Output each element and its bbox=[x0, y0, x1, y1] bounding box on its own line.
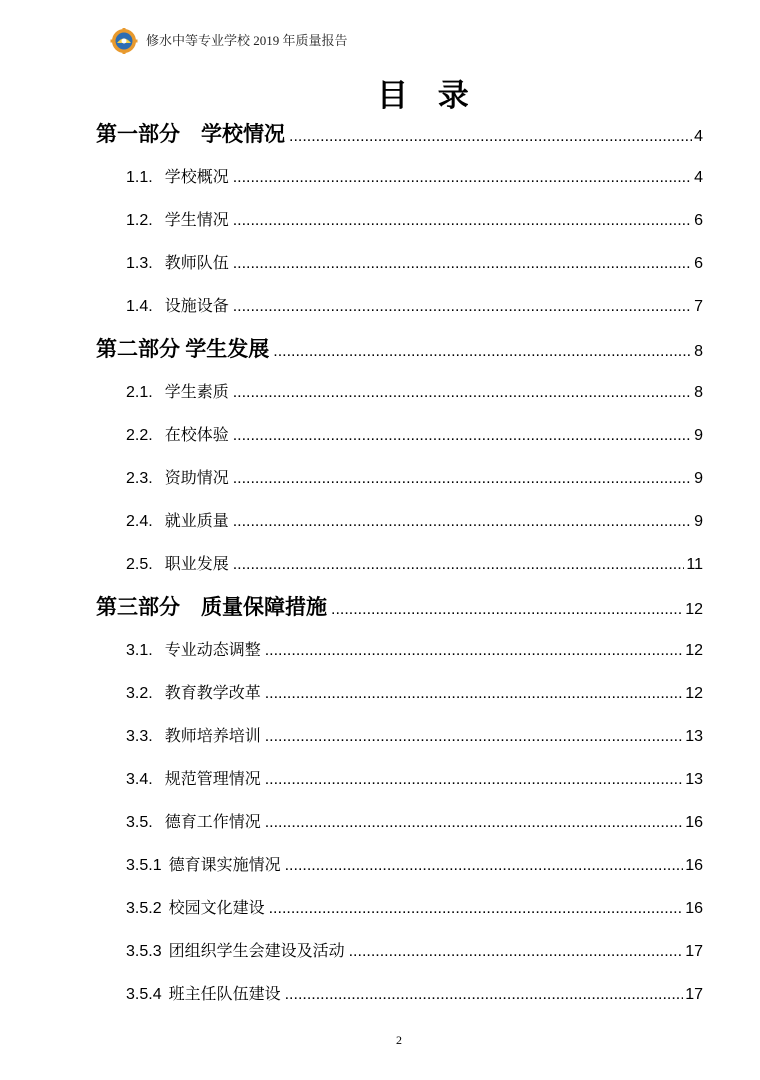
toc-entry-page: 4 bbox=[694, 169, 703, 186]
toc-entry-number: 3.4. bbox=[126, 771, 153, 788]
toc-entry-page: 11 bbox=[686, 556, 703, 573]
toc-entry-number: 1.3. bbox=[126, 255, 153, 272]
toc-entry-title: 就业质量 bbox=[164, 513, 229, 530]
toc-entry-title: 专业动态调整 bbox=[164, 642, 261, 659]
toc-entry-page: 6 bbox=[694, 255, 703, 272]
page-number: 2 bbox=[396, 1033, 402, 1047]
toc-entry-3-5-2[interactable] bbox=[96, 887, 703, 930]
toc-entry-page: 9 bbox=[694, 427, 703, 444]
toc-entry-1-1[interactable] bbox=[96, 156, 703, 199]
toc-entry-page: 17 bbox=[685, 986, 703, 1003]
toc-entry-page: 7 bbox=[694, 298, 703, 315]
toc-entry-3-5[interactable] bbox=[96, 801, 703, 844]
toc-leader bbox=[265, 758, 684, 801]
toc-leader bbox=[349, 930, 684, 973]
toc-entry-title: 教师队伍 bbox=[164, 255, 229, 272]
toc-entry-page: 9 bbox=[694, 513, 703, 530]
toc-entry-title: 德育课实施情况 bbox=[168, 857, 281, 874]
toc-entry-number: 1.4. bbox=[126, 298, 153, 315]
toc-entry-title: 第一部分 学校情况 bbox=[96, 122, 285, 146]
toc-entry-3-4[interactable] bbox=[96, 758, 703, 801]
toc-entry-number: 2.4. bbox=[126, 513, 153, 530]
toc-leader bbox=[273, 330, 692, 373]
toc-entry-title: 校园文化建设 bbox=[168, 900, 265, 917]
toc-entry-number: 3.2. bbox=[126, 685, 153, 702]
toc-entry-number: 1.2. bbox=[126, 212, 153, 229]
toc-leader bbox=[233, 457, 692, 500]
toc-entry-3-3[interactable] bbox=[96, 715, 703, 758]
toc-entry-page: 9 bbox=[694, 470, 703, 487]
toc-leader bbox=[233, 199, 692, 242]
toc-heading: 目 录 bbox=[377, 78, 469, 113]
toc-entry-section-1[interactable] bbox=[96, 113, 703, 156]
toc-entry-title: 学生情况 bbox=[164, 212, 229, 229]
toc-leader bbox=[233, 285, 692, 328]
toc-leader bbox=[331, 588, 683, 631]
toc-entry-title: 职业发展 bbox=[164, 556, 229, 573]
toc-entry-page: 16 bbox=[685, 814, 703, 831]
toc-entry-3-1[interactable] bbox=[96, 629, 703, 672]
toc-entry-title: 资助情况 bbox=[164, 470, 229, 487]
toc-entry-2-5[interactable] bbox=[96, 543, 703, 586]
toc-entry-1-2[interactable] bbox=[96, 199, 703, 242]
toc-leader bbox=[285, 844, 684, 887]
report-header-title: 修水中等专业学校 2019 年质量报告 bbox=[146, 33, 348, 48]
toc-leader bbox=[233, 500, 692, 543]
toc-entry-page: 4 bbox=[694, 128, 703, 145]
toc-entry-title: 第三部分 质量保障措施 bbox=[96, 595, 327, 619]
toc-entry-page: 8 bbox=[694, 384, 703, 401]
toc-entry-number: 2.5. bbox=[126, 556, 153, 573]
toc-entry-title: 教师培养培训 bbox=[164, 728, 261, 745]
toc-leader bbox=[265, 672, 684, 715]
toc-entry-number: 3.5.3 bbox=[126, 943, 162, 960]
toc-entry-2-4[interactable] bbox=[96, 500, 703, 543]
toc-entry-page: 13 bbox=[685, 728, 703, 745]
toc-entry-1-4[interactable] bbox=[96, 285, 703, 328]
toc-entry-number: 2.3. bbox=[126, 470, 153, 487]
toc-entry-3-5-4[interactable] bbox=[96, 973, 703, 1016]
toc-leader bbox=[269, 887, 684, 930]
toc-entry-page: 17 bbox=[685, 943, 703, 960]
toc-leader bbox=[233, 414, 692, 457]
toc-entry-section-3[interactable] bbox=[96, 586, 703, 629]
toc-entry-number: 2.2. bbox=[126, 427, 153, 444]
school-emblem-icon bbox=[110, 28, 138, 54]
toc-leader bbox=[265, 801, 684, 844]
toc-entry-number: 3.5.2 bbox=[126, 900, 162, 917]
toc-entry-section-2[interactable] bbox=[96, 328, 703, 371]
toc-entry-page: 13 bbox=[685, 771, 703, 788]
toc-leader bbox=[265, 629, 684, 672]
toc-entry-title: 学生素质 bbox=[164, 384, 229, 401]
toc-entry-number: 1.1. bbox=[126, 169, 153, 186]
toc-entry-title: 德育工作情况 bbox=[164, 814, 261, 831]
toc-entry-3-2[interactable] bbox=[96, 672, 703, 715]
toc-entry-page: 16 bbox=[685, 857, 703, 874]
toc-entry-number: 3.5.1 bbox=[126, 857, 162, 874]
toc-entry-number: 2.1. bbox=[126, 384, 153, 401]
toc-entry-3-5-1[interactable] bbox=[96, 844, 703, 887]
toc-entry-number: 3.1. bbox=[126, 642, 153, 659]
toc-entry-number: 3.5. bbox=[126, 814, 153, 831]
toc-entry-page: 6 bbox=[694, 212, 703, 229]
toc-entry-1-3[interactable] bbox=[96, 242, 703, 285]
toc-leader bbox=[265, 715, 684, 758]
toc-entry-title: 班主任队伍建设 bbox=[168, 986, 281, 1003]
toc-entry-title: 第二部分 学生发展 bbox=[96, 337, 270, 361]
toc-entry-number: 3.3. bbox=[126, 728, 153, 745]
toc-leader bbox=[233, 242, 692, 285]
toc-leader bbox=[233, 371, 692, 414]
toc-leader bbox=[289, 115, 692, 158]
toc-entry-page: 16 bbox=[685, 900, 703, 917]
toc-entry-page: 12 bbox=[685, 685, 703, 702]
toc-leader bbox=[233, 543, 685, 586]
toc-leader bbox=[233, 156, 692, 199]
toc-entry-title: 规范管理情况 bbox=[164, 771, 261, 788]
toc-entry-title: 在校体验 bbox=[164, 427, 229, 444]
toc-entry-title: 团组织学生会建设及活动 bbox=[168, 943, 345, 960]
toc-entry-2-2[interactable] bbox=[96, 414, 703, 457]
toc-entry-page: 8 bbox=[694, 343, 703, 360]
toc-entry-page: 12 bbox=[685, 601, 703, 618]
toc-entry-2-1[interactable] bbox=[96, 371, 703, 414]
table-of-contents bbox=[96, 113, 703, 1016]
toc-entry-2-3[interactable] bbox=[96, 457, 703, 500]
toc-leader bbox=[285, 973, 684, 1016]
toc-entry-title: 教育教学改革 bbox=[164, 685, 261, 702]
toc-entry-page: 12 bbox=[685, 642, 703, 659]
toc-entry-title: 学校概况 bbox=[164, 169, 229, 186]
toc-entry-number: 3.5.4 bbox=[126, 986, 162, 1003]
toc-entry-title: 设施设备 bbox=[164, 298, 229, 315]
toc-entry-3-5-3[interactable] bbox=[96, 930, 703, 973]
